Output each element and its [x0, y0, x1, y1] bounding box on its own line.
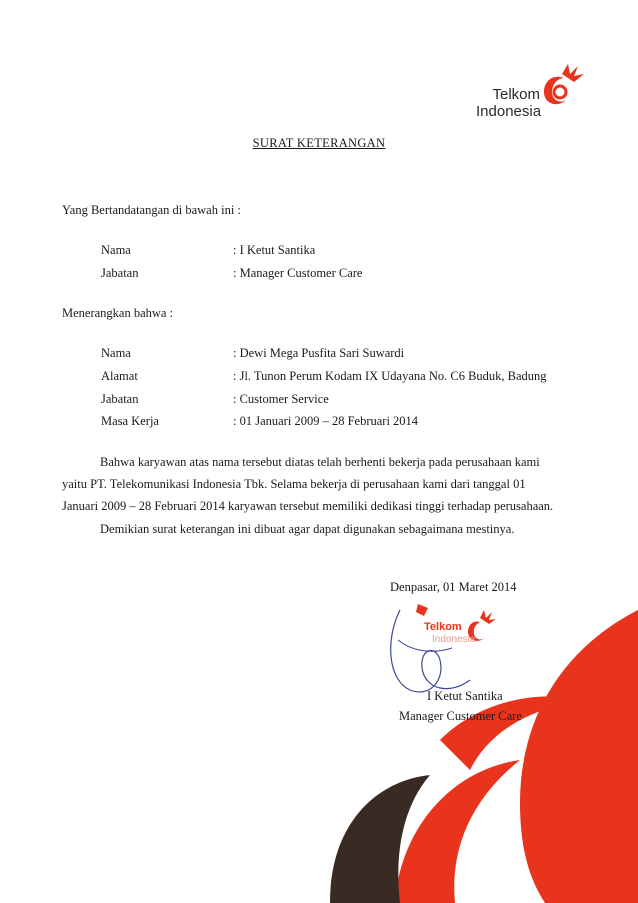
logo-line1: Telkom: [492, 86, 540, 103]
signer-title: Manager Customer Care: [399, 709, 522, 723]
field-label: Nama: [101, 243, 131, 257]
field-value: : Jl. Tunon Perum Kodam IX Udayana No. C6 Buduk, Badung: [233, 369, 547, 383]
body-line: yaitu PT. Telekomunikasi Indonesia Tbk. Selama bekerja di perusahaan kami dari tanggal 01: [62, 477, 526, 491]
field-label: Nama: [101, 346, 131, 360]
field-label: Alamat: [101, 369, 138, 383]
logo-line2: Indonesia: [476, 103, 542, 120]
stamp-text-line2: Indonesia: [432, 634, 476, 645]
field-label: Masa Kerja: [101, 414, 159, 428]
field-label: Jabatan: [101, 392, 139, 406]
field-label: Jabatan: [101, 266, 139, 280]
field-value: : Customer Service: [233, 392, 329, 406]
field-value: : Dewi Mega Pusfita Sari Suwardi: [233, 346, 405, 360]
closing-text: Demikian surat keterangan ini dibuat agar dapat digunakan sebagaimana mestinya.: [100, 522, 515, 536]
declares-text: Menerangkan bahwa :: [62, 306, 174, 320]
body-line: Januari 2009 – 28 Februari 2014 karyawan tersebut memiliki dedikasi tinggi terhadap perusahaan.: [62, 499, 554, 513]
place-date: Denpasar, 01 Maret 2014: [390, 580, 517, 594]
field-value: : I Ketut Santika: [233, 243, 316, 257]
field-value: : Manager Customer Care: [233, 266, 363, 280]
signer-name: I Ketut Santika: [427, 689, 503, 703]
document-title: SURAT KETERANGAN: [252, 136, 386, 150]
intro-text: Yang Bertandatangan di bawah ini :: [62, 203, 241, 217]
field-value: : 01 Januari 2009 – 28 Februari 2014: [233, 414, 419, 428]
stamp-text-line1: Telkom: [424, 621, 462, 633]
body-line: Bahwa karyawan atas nama tersebut diatas telah berhenti bekerja pada perusahaan kami: [100, 455, 540, 469]
